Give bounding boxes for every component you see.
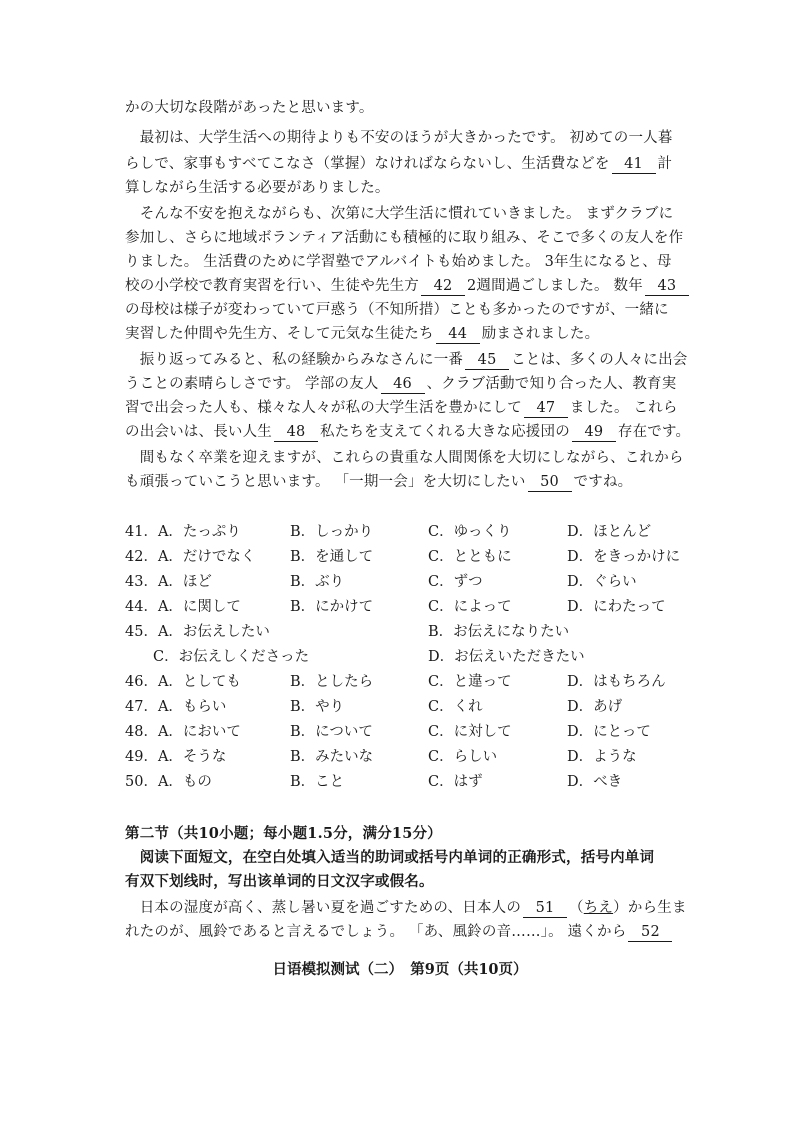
option-b[interactable]: B．やり xyxy=(290,699,345,715)
option-c[interactable]: C．に対して xyxy=(428,724,512,740)
blank-47[interactable]: 47 xyxy=(524,399,568,418)
option-c[interactable]: C．お伝えしくださった xyxy=(153,649,310,665)
option-a[interactable]: 47．A．もらい xyxy=(125,699,227,715)
passage-line xyxy=(125,300,685,320)
blank-43[interactable]: 43 xyxy=(645,277,689,296)
passage-line xyxy=(125,922,685,942)
blank-51[interactable]: 51 xyxy=(523,899,567,918)
underlined-word: ちえ xyxy=(583,900,614,916)
option-b[interactable]: B．こと xyxy=(290,774,345,790)
section-title xyxy=(125,824,685,844)
option-c[interactable]: C．とともに xyxy=(428,549,512,565)
option-d[interactable]: D．をきっかけに xyxy=(567,549,681,565)
passage-text: 算しながら生活する必要がありました。 xyxy=(125,180,390,196)
passage-text: （ xyxy=(569,900,584,916)
option-d[interactable]: D．べき xyxy=(567,774,623,790)
instruction-line xyxy=(125,872,685,892)
blank-48[interactable]: 48 xyxy=(274,423,318,442)
option-a[interactable]: 42．A．だけでなく xyxy=(125,549,256,565)
option-b[interactable]: B．しっかり xyxy=(290,524,374,540)
page-footer: 日语模拟测试（二） 第9页（共10页） xyxy=(272,961,528,978)
passage-line xyxy=(125,398,685,418)
passage-line xyxy=(125,324,685,344)
option-d[interactable]: D．はもちろん xyxy=(567,674,666,690)
passage-text: うことの素晴らしさです。 学部の友人 xyxy=(125,376,379,392)
option-a[interactable]: 50．A．もの xyxy=(125,774,212,790)
passage-text: そんな不安を抱えながらも、次第に大学生活に慣れていきました。 まずクラブに xyxy=(139,206,674,222)
blank-44[interactable]: 44 xyxy=(436,325,480,344)
passage-line xyxy=(125,204,685,224)
passage-line xyxy=(125,98,685,118)
passage-text: かの大切な段階があったと思います。 xyxy=(125,100,374,116)
passage-text: れたのが、風鈴であると言えるでしょう。 「あ、風鈴の音……」。 遠くから xyxy=(125,924,627,940)
passage-line xyxy=(125,472,685,492)
passage-text: 参加し、さらに地域ボランティア活動にも積極的に取り組み、そこで多くの友人を作 xyxy=(125,230,684,246)
passage-text: 習で出会った人も、様々な人々が私の大学生活を豊かにして xyxy=(125,400,522,416)
option-c[interactable]: C．はず xyxy=(428,774,483,790)
option-a[interactable]: 41．A．たっぷり xyxy=(125,524,241,540)
passage-text: 日本の湿度が高く、蒸し暑い夏を過ごすための、日本人の xyxy=(139,900,522,916)
passage-text: ）から生ま xyxy=(613,900,687,916)
option-b[interactable]: B．ぶり xyxy=(290,574,345,590)
passage-line xyxy=(125,422,691,442)
option-d[interactable]: D．ような xyxy=(567,749,637,765)
passage-line xyxy=(125,276,685,296)
passage-text: 振り返ってみると、私の経験からみなさんに一番 xyxy=(139,352,464,368)
option-a[interactable]: 49．A．そうな xyxy=(125,749,227,765)
passage-line xyxy=(125,128,685,148)
passage-text: 、クラブ活動で知り合った人、教育実 xyxy=(426,376,677,392)
option-a[interactable]: 45．A．お伝えしたい xyxy=(125,624,270,640)
passage-text: 計 xyxy=(657,156,673,172)
passage-text: も頑張っていこうと思います。 「一期一会」を大切にしたい xyxy=(125,474,526,490)
blank-49[interactable]: 49 xyxy=(572,423,616,442)
blank-50[interactable]: 50 xyxy=(528,473,572,492)
option-c[interactable]: C．ゆっくり xyxy=(428,524,512,540)
passage-text: ことは、多くの人々に出会 xyxy=(511,352,688,368)
passage-line xyxy=(125,898,685,918)
passage-text: ですね。 xyxy=(573,474,633,490)
option-c[interactable]: C．によって xyxy=(428,599,512,615)
option-c[interactable]: C．らしい xyxy=(428,749,498,765)
passage-text: 存在です。 xyxy=(617,424,691,440)
passage-text: 2週間過ごしました。 数年 xyxy=(467,278,643,294)
option-d[interactable]: D．にとって xyxy=(567,724,651,740)
passage-text: 実習した仲間や先生方、そして元気な生徒たち xyxy=(125,326,434,342)
blank-46[interactable]: 46 xyxy=(381,375,425,394)
option-a[interactable]: 44．A．に関して xyxy=(125,599,241,615)
passage-line xyxy=(125,374,685,394)
passage-line xyxy=(125,228,685,248)
option-a[interactable]: 43．A．ほど xyxy=(125,574,212,590)
instruction-text: 阅读下面短文，在空白处填入适当的助词或括号内单词的正确形式，括号内单词 xyxy=(139,849,655,866)
passage-line xyxy=(125,178,685,198)
option-d[interactable]: D．お伝えいただきたい xyxy=(428,649,585,665)
passage-line xyxy=(125,350,688,370)
passage-text: の母校は様子が変わっていて戸惑う（不知所措）ことも多かったのですが、一緒に xyxy=(125,302,669,318)
instruction-line xyxy=(125,848,685,868)
passage-line xyxy=(125,154,685,174)
passage-line xyxy=(125,252,685,272)
option-c[interactable]: C．と違って xyxy=(428,674,512,690)
passage-text: の出会いは、長い人生 xyxy=(125,424,272,440)
option-d[interactable]: D．あげ xyxy=(567,699,623,715)
blank-41[interactable]: 41 xyxy=(612,155,656,174)
passage-text: 最初は、大学生活への期待よりも不安のほうが大きかったです。 初めての一人暮 xyxy=(139,130,673,146)
option-b[interactable]: B．としたら xyxy=(290,674,374,690)
passage-line xyxy=(125,448,685,468)
passage-text: 励まされました。 xyxy=(481,326,600,342)
option-b[interactable]: B．みたいな xyxy=(290,749,374,765)
option-d[interactable]: D．ほとんど xyxy=(567,524,652,540)
section-title-text: 第二节（共10小题；每小题1.5分，满分15分） xyxy=(125,825,442,842)
passage-text: 校の小学校で教育実習を行い、生徒や先生方 xyxy=(125,278,419,294)
passage-text: 私たちを支えてくれる大きな応援団の xyxy=(320,424,570,440)
passage-text: らしで、家事もすべてこなさ（掌握）なければならないし、生活費などを xyxy=(125,156,610,172)
option-c[interactable]: C．くれ xyxy=(428,699,483,715)
blank-52[interactable]: 52 xyxy=(628,923,672,942)
option-a[interactable]: 46．A．としても xyxy=(125,674,241,690)
option-c[interactable]: C．ずつ xyxy=(428,574,483,590)
option-b[interactable]: B．お伝えになりたい xyxy=(428,624,570,640)
passage-text: りました。 生活費のために学習塾でアルバイトも始めました。 3年生になると、母 xyxy=(125,254,672,270)
option-b[interactable]: B．にかけて xyxy=(290,599,374,615)
option-d[interactable]: D．ぐらい xyxy=(567,574,637,590)
blank-42[interactable]: 42 xyxy=(421,277,465,296)
blank-45[interactable]: 45 xyxy=(465,351,509,370)
option-a[interactable]: 48．A．において xyxy=(125,724,241,740)
option-b[interactable]: B．を通して xyxy=(290,549,374,565)
option-d[interactable]: D．にわたって xyxy=(567,599,666,615)
passage-text: ました。 これら xyxy=(569,400,678,416)
passage-text: 間もなく卒業を迎えますが、これらの貴重な人間関係を大切にしながら、これから xyxy=(139,450,684,466)
instruction-text: 有双下划线时，写出该单词的日文汉字或假名。 xyxy=(125,873,434,890)
option-b[interactable]: B．について xyxy=(290,724,373,740)
